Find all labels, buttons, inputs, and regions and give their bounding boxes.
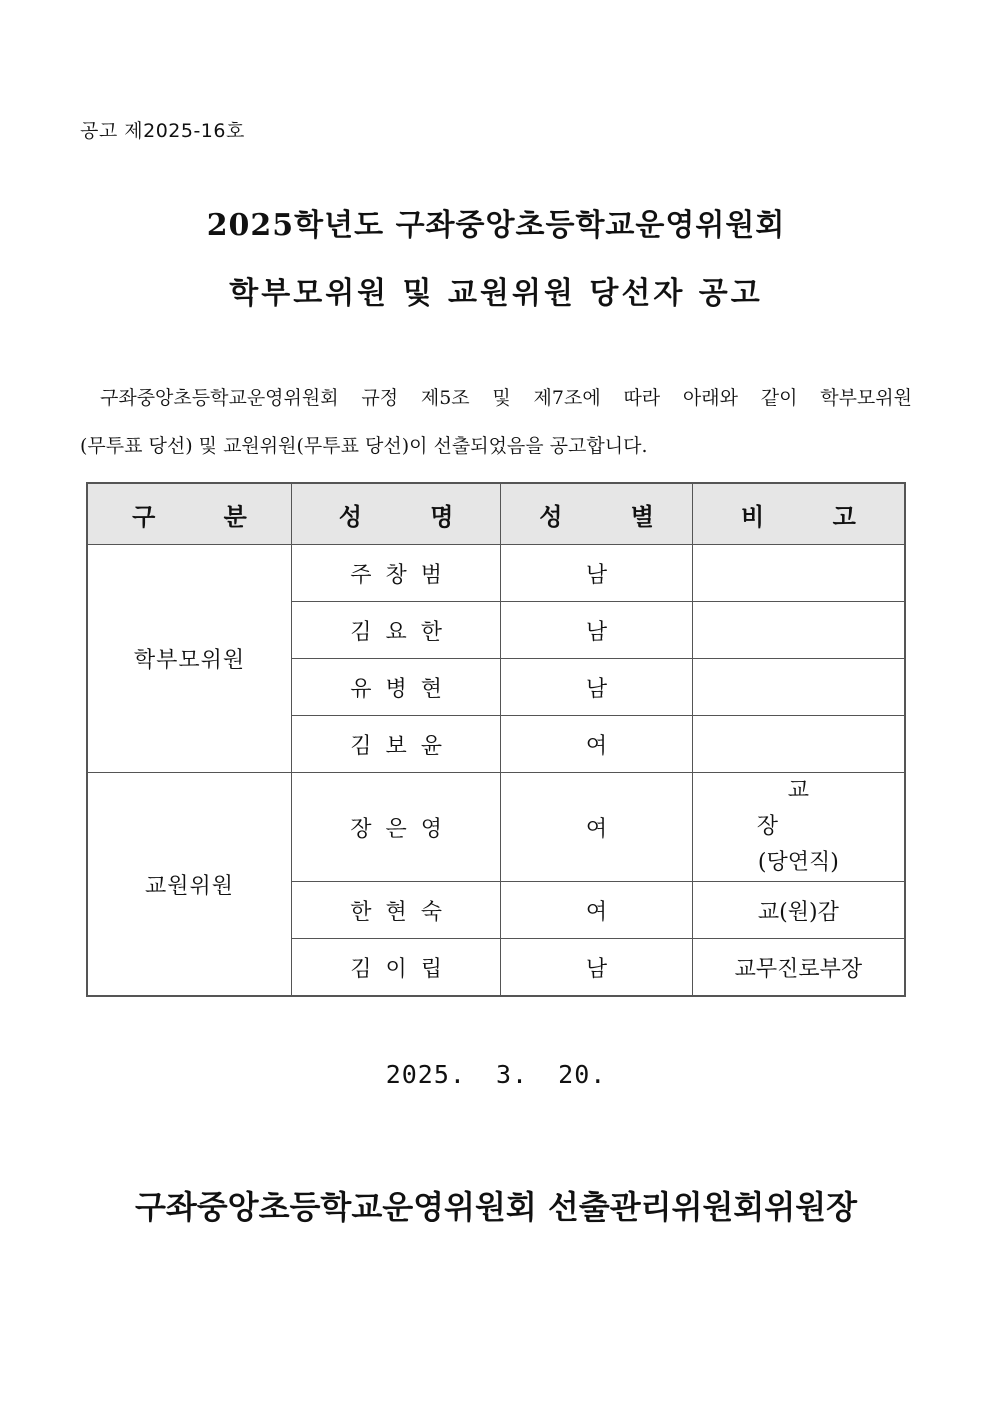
elected-members-table bbox=[86, 482, 906, 997]
document-title-line2: 학부모위원 및 교원위원 당선자 공고 bbox=[229, 276, 763, 311]
member-name: 김이립 bbox=[291, 939, 500, 997]
table-header-row bbox=[87, 483, 905, 545]
table-row bbox=[87, 545, 905, 602]
member-note bbox=[692, 602, 905, 659]
member-name: 주창범 bbox=[291, 545, 500, 602]
member-name: 김요한 bbox=[291, 602, 500, 659]
member-gender: 남 bbox=[501, 602, 692, 659]
member-note-title: 교장 bbox=[756, 778, 872, 839]
member-note bbox=[692, 545, 905, 602]
member-name: 장은영 bbox=[291, 773, 500, 882]
announcement-date: 2025. 3. 20. bbox=[385, 1060, 607, 1089]
member-name: 유병현 bbox=[291, 659, 500, 716]
announcement-body bbox=[80, 374, 912, 470]
member-note: 교무진로부장 bbox=[692, 939, 905, 997]
document-title-line1: 2025학년도 구좌중앙초등학교운영위원회 bbox=[206, 208, 786, 243]
announcement-body-line1: 구좌중앙초등학교운영위원회 규정 제5조 및 제7조에 따라 아래와 같이 학부모위원 bbox=[100, 387, 912, 409]
member-gender: 남 bbox=[501, 545, 692, 602]
group-label-parent: 학부모위원 bbox=[87, 545, 291, 773]
header-gender: 성 별 bbox=[501, 483, 692, 545]
member-gender: 여 bbox=[501, 773, 692, 882]
member-note bbox=[692, 716, 905, 773]
member-note bbox=[692, 773, 905, 882]
member-name: 김보윤 bbox=[291, 716, 500, 773]
member-note bbox=[692, 659, 905, 716]
member-gender: 여 bbox=[501, 716, 692, 773]
member-note-subtitle: (당연직) bbox=[757, 850, 839, 875]
announcement-body-line2: (무투표 당선) 및 교원위원(무투표 당선)이 선출되었음을 공고합니다. bbox=[80, 435, 648, 457]
header-remarks: 비 고 bbox=[692, 483, 905, 545]
member-name: 한현숙 bbox=[291, 882, 500, 939]
header-category: 구 분 bbox=[87, 483, 291, 545]
table-row bbox=[87, 773, 905, 882]
group-label-teacher: 교원위원 bbox=[87, 773, 291, 997]
member-gender: 남 bbox=[501, 659, 692, 716]
header-name: 성 명 bbox=[291, 483, 500, 545]
member-gender: 남 bbox=[501, 939, 692, 997]
issuer-signature: 구좌중앙초등학교운영위원회 선출관리위원회위원장 bbox=[134, 1188, 858, 1226]
member-gender: 여 bbox=[501, 882, 692, 939]
member-note: 교(원)감 bbox=[692, 882, 905, 939]
notice-number: 공고 제2025-16호 bbox=[80, 120, 245, 142]
